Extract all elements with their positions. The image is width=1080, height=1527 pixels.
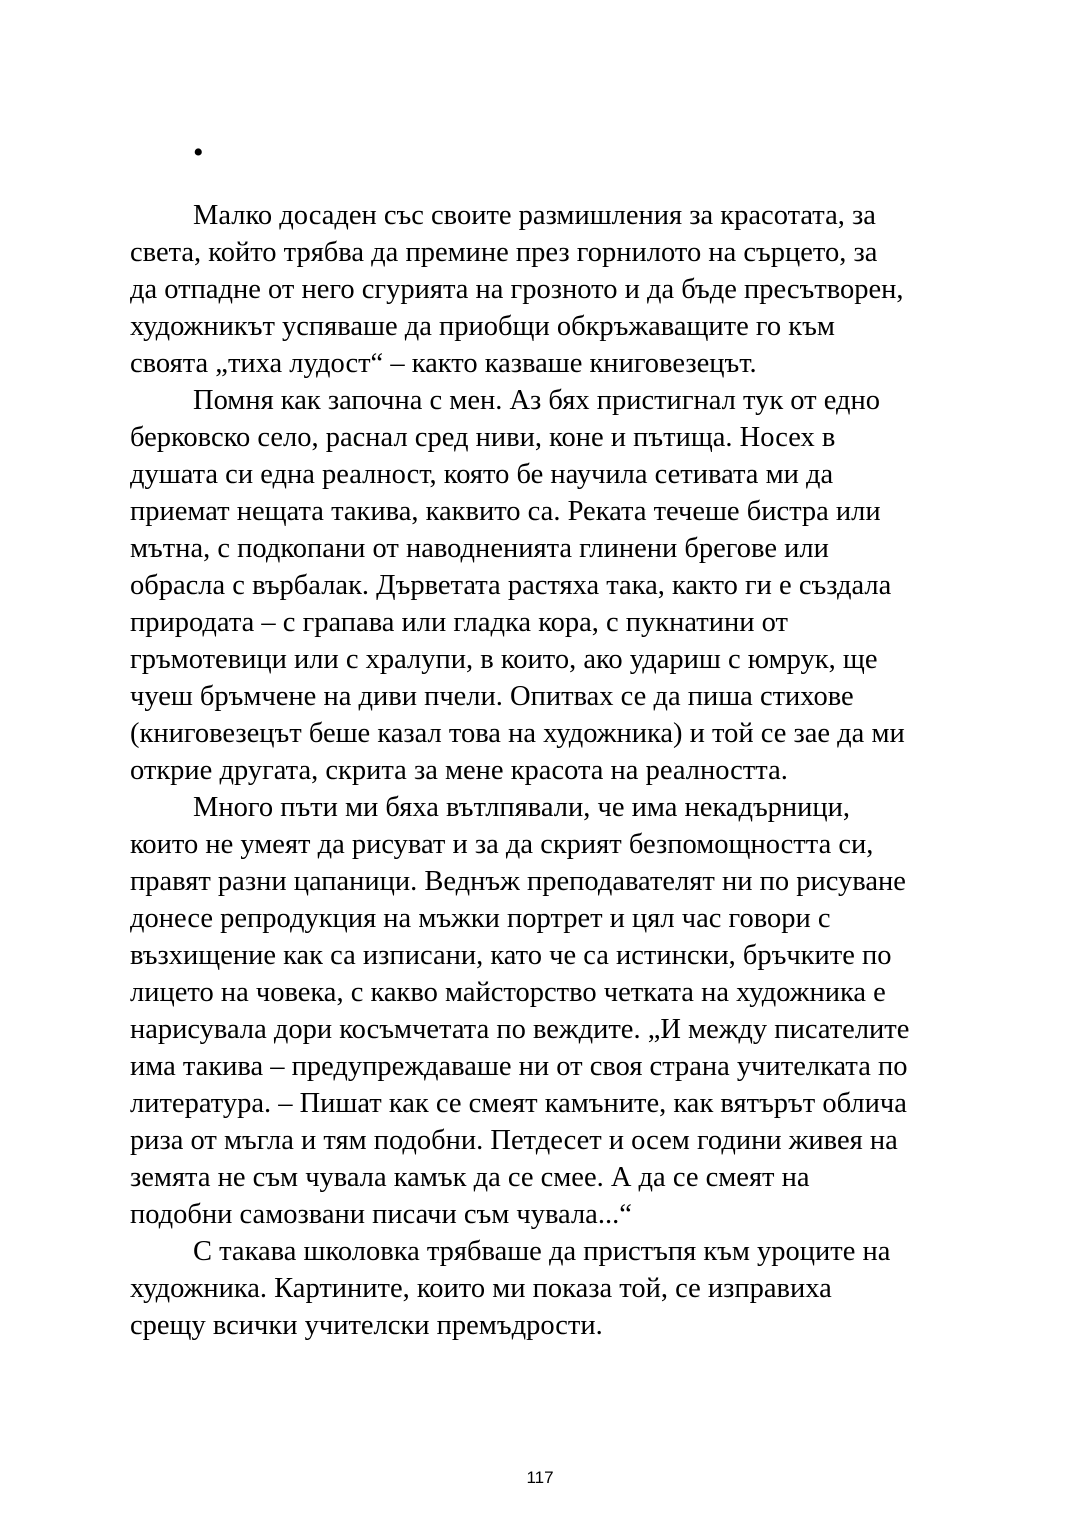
bullet-mark: • (193, 136, 204, 169)
text-body (130, 197, 960, 1344)
text-line: риза от мъгла и тям подобни. Петдесет и осем години живея на (130, 1125, 898, 1156)
text-line: художникът успяваше да приобщи обкръжаващите го към (130, 311, 835, 342)
text-line: С такава школовка трябваше да пристъпя към уроците на (193, 1236, 891, 1267)
paragraph-1 (130, 197, 960, 382)
text-line: душата си една реалност, която бе научила сетивата ми да (130, 459, 834, 490)
paragraph-3 (130, 789, 960, 1233)
text-line: света, който трябва да премине през горнилото на сърцето, за (130, 237, 878, 268)
text-line: открие другата, скрита за мене красота на реалността. (130, 755, 788, 786)
text-line: има такива – предупреждаваше ни от своя страна учителката по (130, 1051, 908, 1082)
text-line: правят разни цапаници. Веднъж преподавателят ни по рисуване (130, 866, 906, 897)
text-line: (книговезецът беше казал това на художника) и той се зае да ми (130, 718, 905, 749)
text-line: лицето на човека, с какво майсторство четката на художника е (130, 977, 886, 1008)
text-line: берковско село, раснал сред ниви, коне и пътища. Носех в (130, 422, 836, 453)
text-line: Малко досаден със своите размишления за красотата, за (193, 200, 876, 231)
text-line: обрасла с върбалак. Дърветата растяха така, както ги е създала (130, 570, 892, 601)
text-line: Помня как започна с мен. Аз бях пристигнал тук от едно (193, 385, 881, 416)
text-line: приемат нещата такива, каквито са. Реката течеше бистра или (130, 496, 881, 527)
paragraph-4 (130, 1233, 960, 1344)
paragraph-2 (130, 382, 960, 789)
text-line: донесе репродукция на мъжки портрет и цял час говори с (130, 903, 831, 934)
text-line: които не умеят да рисуват и за да скрият безпомощността си, (130, 829, 874, 860)
text-line: литература. – Пишат как се смеят камъните, как вятърът облича (130, 1088, 907, 1119)
text-line: земята не съм чувала камък да се смее. А да се смеят на (130, 1162, 810, 1193)
page-number: 117 (526, 1468, 554, 1487)
text-line: художника. Картините, които ми показа той, се изправиха (130, 1273, 832, 1304)
text-line: възхищение как са изписани, като че са истински, бръчките по (130, 940, 892, 971)
text-line: своята „тиха лудост“ – както казваше книговезецът. (130, 348, 757, 379)
text-line: природата – с грапава или гладка кора, с пукнатини от (130, 607, 788, 638)
text-line: срещу всички учителски премъдрости. (130, 1310, 603, 1341)
text-line: подобни самозвани писачи съм чувала...“ (130, 1199, 632, 1230)
text-line: да отпадне от него сгурията на грозното и да бъде пресътворен, (130, 274, 904, 305)
text-line: чуеш бръмчене на диви пчели. Опитвах се да пиша стихове (130, 681, 854, 712)
text-line: Много пъти ми бяха вътлпявали, че има некадърници, (193, 792, 851, 823)
text-line: мътна, с подкопани от наводненията глинени брегове или (130, 533, 829, 564)
text-line: гръмотевици или с хралупи, в които, ако удариш с юмрук, ще (130, 644, 878, 675)
text-line: нарисувала дори косъмчетата по веждите. „И между писателите (130, 1014, 910, 1045)
